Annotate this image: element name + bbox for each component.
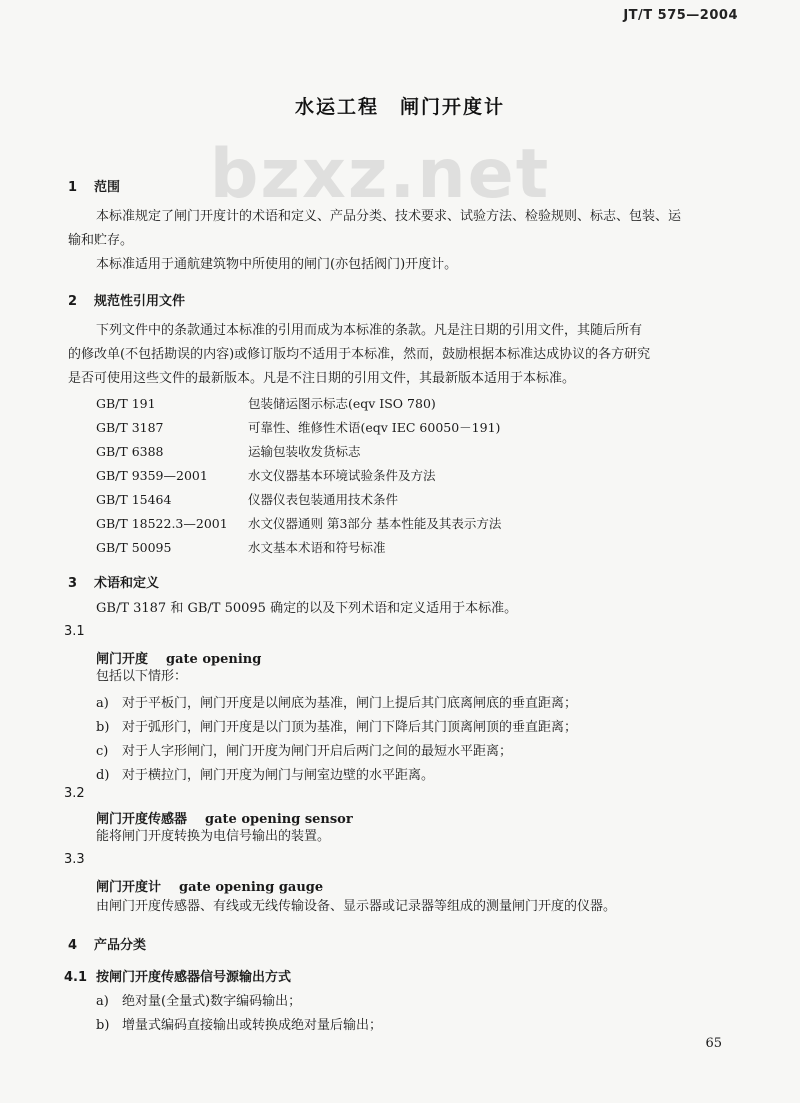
list-item	[96, 692, 577, 711]
reference-code: GB/T 9359—2001	[96, 468, 208, 483]
paragraph-line: GB/T 3187 和 GB/T 50095 确定的以及下列术语和定义适用于本标准。	[96, 601, 518, 616]
section-number: 2	[68, 294, 78, 309]
section-number: 4	[68, 938, 78, 953]
reference-code: GB/T 15464	[96, 492, 172, 507]
section-3-heading	[68, 572, 159, 591]
list-item	[96, 764, 434, 783]
paragraph-line: 下列文件中的条款通过本标准的引用而成为本标准的条款。凡是注日期的引用文件，其随后所有	[96, 323, 643, 338]
term-definition: 能将闸门开度转换为电信号输出的装置。	[96, 829, 331, 844]
item-text: 对于弧形门，闸门开度是以门顶为基准，闸门下降后其门顶离闸顶的垂直距离；	[122, 720, 578, 735]
item-text: 对于平板门，闸门开度是以闸底为基准，闸门上提后其门底离闸底的垂直距离；	[122, 696, 578, 711]
term-number: 3.3	[64, 852, 85, 867]
section-title: 产品分类	[94, 938, 147, 953]
section-number: 1	[68, 180, 78, 195]
paragraph-line: 的修改单(不包括勘误的内容)或修订版均不适用于本标准，然而，鼓励根据本标准达成协议的各方研究	[68, 347, 651, 362]
section-title: 术语和定义	[94, 576, 160, 591]
section-title: 范围	[94, 180, 121, 195]
term-chinese: 闸门开度	[96, 652, 149, 667]
item-text: 绝对量(全量式)数字编码输出；	[122, 994, 302, 1009]
reference-row	[96, 442, 361, 460]
term-english: gate opening sensor	[205, 812, 353, 827]
subsection-title: 按闸门开度传感器信号源输出方式	[96, 970, 292, 985]
reference-row	[96, 418, 500, 436]
reference-row	[96, 490, 398, 508]
section-number: 3	[68, 576, 78, 591]
section-title: 规范性引用文件	[94, 294, 186, 309]
item-marker: b)	[96, 1018, 110, 1033]
term-lead: 包括以下情形：	[96, 669, 188, 684]
item-marker: a)	[96, 696, 109, 711]
section-1-heading	[68, 176, 120, 195]
term-number: 3.1	[64, 624, 85, 639]
term-english: gate opening gauge	[179, 880, 324, 895]
term-heading	[96, 648, 261, 667]
item-text: 对于人字形闸门，闸门开度为闸门开启后两门之间的最短水平距离；	[122, 744, 513, 759]
item-marker: d)	[96, 768, 110, 783]
paragraph-line: 本标准适用于通航建筑物中所使用的闸门(亦包括阀门)开度计。	[96, 257, 458, 272]
term-chinese: 闸门开度计	[96, 880, 162, 895]
term-heading	[96, 876, 323, 895]
reference-code: GB/T 191	[96, 396, 156, 411]
section-2-heading	[68, 290, 185, 309]
reference-row	[96, 466, 436, 484]
list-item	[96, 716, 577, 735]
paragraph-line: 输和贮存。	[68, 233, 134, 248]
reference-title: 包装储运图示标志(eqv ISO 780)	[248, 396, 436, 411]
reference-row	[96, 514, 501, 532]
watermark: bzxz.net	[209, 135, 551, 214]
page-number: 65	[705, 1036, 722, 1051]
list-item	[96, 1014, 382, 1033]
term-number: 3.2	[64, 786, 85, 801]
paragraph-line: 本标准规定了闸门开度计的术语和定义、产品分类、技术要求、试验方法、检验规则、标志、包装、运	[96, 209, 682, 224]
reference-title: 可靠性、维修性术语(eqv IEC 60050－191)	[248, 420, 501, 435]
term-definition: 由闸门开度传感器、有线或无线传输设备、显示器或记录器等组成的测量闸门开度的仪器。	[96, 899, 617, 914]
reference-title: 仪器仪表包装通用技术条件	[248, 492, 399, 507]
reference-code: GB/T 50095	[96, 540, 172, 555]
reference-row	[96, 394, 436, 412]
reference-title: 水文仪器基本环境试验条件及方法	[248, 468, 436, 483]
item-marker: a)	[96, 994, 109, 1009]
section-4-heading	[68, 934, 146, 953]
document-title: 水运工程 闸门开度计	[294, 96, 505, 118]
subsection-number: 4.1	[64, 970, 88, 985]
item-marker: c)	[96, 744, 109, 759]
list-item	[96, 740, 512, 759]
term-english: gate opening	[166, 652, 262, 667]
list-item	[96, 990, 301, 1009]
term-chinese: 闸门开度传感器	[96, 812, 188, 827]
item-marker: b)	[96, 720, 110, 735]
reference-row	[96, 538, 386, 556]
item-text: 增量式编码直接输出或转换成绝对量后输出；	[122, 1018, 383, 1033]
item-text: 对于横拉门，闸门开度为闸门与闸室边壁的水平距离。	[122, 768, 435, 783]
subsection-4-1-heading	[64, 966, 291, 985]
standard-code: JT/T 575—2004	[623, 8, 738, 23]
reference-code: GB/T 3187	[96, 420, 164, 435]
reference-title: 水文基本术语和符号标准	[248, 540, 386, 555]
reference-code: GB/T 18522.3—2001	[96, 516, 228, 531]
reference-code: GB/T 6388	[96, 444, 164, 459]
reference-title: 水文仪器通则 第3部分 基本性能及其表示方法	[248, 516, 502, 531]
paragraph-line: 是否可使用这些文件的最新版本。凡是不注日期的引用文件，其最新版本适用于本标准。	[68, 371, 576, 386]
reference-title: 运输包装收发货标志	[248, 444, 361, 459]
term-heading	[96, 808, 353, 827]
